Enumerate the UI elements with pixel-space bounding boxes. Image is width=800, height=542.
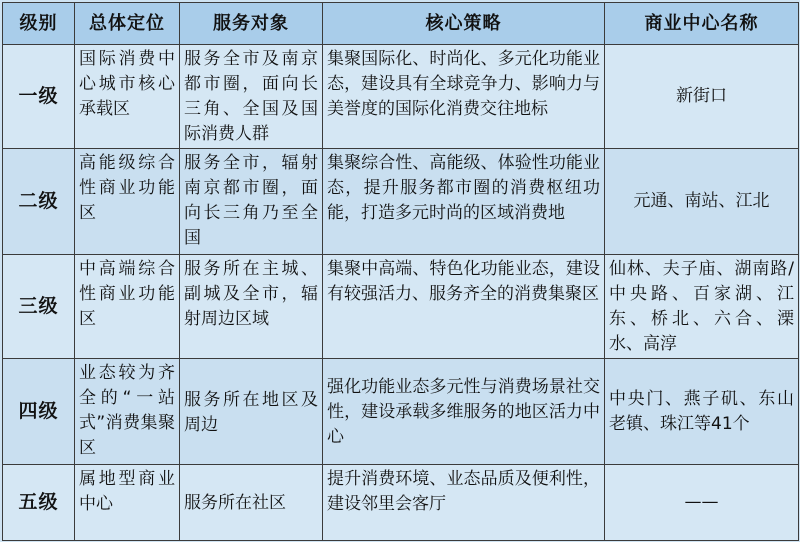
row-level: 五级	[3, 465, 75, 541]
row-level: 二级	[3, 149, 75, 255]
table-row	[3, 359, 799, 465]
table-row	[3, 465, 799, 541]
row-positioning: 业态较为齐全的“一站式”消费集聚区	[75, 359, 180, 465]
header-strategy: 核心策略	[323, 3, 605, 45]
row-strategy: 强化功能业态多元性与消费场景社交性，建设承载多维服务的地区活力中心	[323, 359, 605, 465]
row-positioning: 属地型商业中心	[75, 465, 180, 541]
row-strategy: 集聚国际化、时尚化、多元化功能业态，建设具有全球竞争力、影响力与美誉度的国际化消费交往地标	[323, 45, 605, 149]
table-header-row	[3, 3, 799, 45]
table-row	[3, 149, 799, 255]
row-centers: 仙林、夫子庙、湖南路/中央路、百家湖、江东、桥北、六合、溧水、高淳	[605, 255, 799, 359]
row-level: 三级	[3, 255, 75, 359]
row-service: 服务全市，辐射南京都市圈，面向长三角乃至全国	[180, 149, 323, 255]
table-row	[3, 45, 799, 149]
table-row	[3, 255, 799, 359]
header-level: 级别	[3, 3, 75, 45]
row-strategy: 集聚中高端、特色化功能业态，建设有较强活力、服务齐全的消费集聚区	[323, 255, 605, 359]
header-service: 服务对象	[180, 3, 323, 45]
header-centers: 商业中心名称	[605, 3, 799, 45]
row-strategy: 提升消费环境、业态品质及便利性，建设邻里会客厅	[323, 465, 605, 541]
row-positioning: 中高端综合性商业功能区	[75, 255, 180, 359]
row-centers: ——	[605, 465, 799, 541]
header-positioning: 总体定位	[75, 3, 180, 45]
row-strategy: 集聚综合性、高能级、体验性功能业态，提升服务都市圈的消费枢纽功能，打造多元时尚的区域消费地	[323, 149, 605, 255]
commercial-center-table-wrapper	[2, 2, 798, 540]
row-level: 一级	[3, 45, 75, 149]
row-service: 服务所在地区及周边	[180, 359, 323, 465]
row-level: 四级	[3, 359, 75, 465]
row-service: 服务所在主城、副城及全市，辐射周边区域	[180, 255, 323, 359]
row-service: 服务全市及南京都市圈，面向长三角、全国及国际消费人群	[180, 45, 323, 149]
commercial-center-hierarchy-table	[2, 2, 799, 541]
row-positioning: 高能级综合性商业功能区	[75, 149, 180, 255]
row-centers: 新街口	[605, 45, 799, 149]
row-centers: 元通、南站、江北	[605, 149, 799, 255]
row-centers: 中央门、燕子矶、东山老镇、珠江等41个	[605, 359, 799, 465]
row-positioning: 国际消费中心城市核心承载区	[75, 45, 180, 149]
row-service: 服务所在社区	[180, 465, 323, 541]
